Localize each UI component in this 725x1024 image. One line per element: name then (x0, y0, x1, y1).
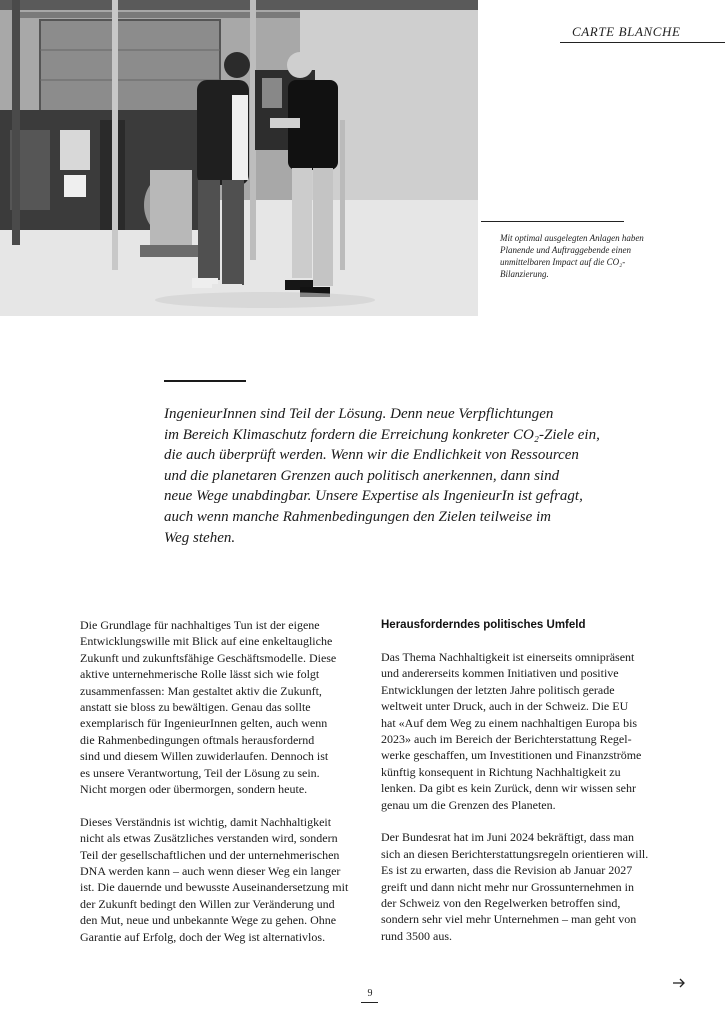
body-line: sind und diesem Willen zuwiderlaufen. Dennoch ist (80, 749, 329, 764)
body-line: hat «Auf dem Weg zu einem nachhaltigen Europa bis (381, 715, 638, 730)
body-line: DNA werden kann – auch wenn dieser Weg ein langer (80, 864, 341, 879)
body-line: exemplarisch für IngenieurInnen gelten, auch wenn (80, 716, 328, 731)
lead-line: im Bereich Klimaschutz fordern die Erreichung konkreter CO₂-Ziele ein, (164, 426, 600, 443)
body-line: Teil der gesellschaftlichen und der unternehmerischen (80, 847, 340, 862)
page-number-underline (361, 1002, 378, 1003)
section-heading: Herausforderndes politisches Umfeld (381, 619, 586, 631)
photo-caption: Mit optimal ausgelegten Anlagen haben Planende und Auftraggebende einen unmittelbaren Impact auf die CO₂-Bilanzierung. (500, 233, 644, 279)
body-line: ist. Die dauernde und bewusste Auseinandersetzung mit (80, 880, 349, 895)
section-label: CARTE BLANCHE (572, 24, 681, 39)
body-line: künftig konsequent in Richtung Nachhaltigkeit zu (381, 764, 621, 779)
body-line: anstatt sie bloss zu bewältigen. Genau das sollte (80, 700, 311, 715)
body-line: rund 3500 aus. (381, 928, 452, 943)
caption-divider (481, 221, 624, 222)
body-line: Das Thema Nachhaltigkeit ist einerseits omnipräsent (381, 650, 635, 664)
body-line: nicht als etwas Zusätzliches verstanden wird, sondern (80, 831, 338, 846)
body-line: Nicht morgen oder übermorgen, sondern heute. (80, 782, 308, 797)
body-line: aktive unternehmerische Rolle lässt sich wie folgt (80, 667, 320, 682)
lead-line: die auch überprüft werden. Wenn wir die Endlichkeit von Ressourcen (164, 447, 579, 464)
body-line: und andererseits kommen Initiativen und positive (381, 666, 619, 681)
body-line: Entwicklungen der letzten Jahre politisch gerade (381, 682, 615, 697)
lead-line: und die planetaren Grenzen auch politisch anerkennen, dann sind (164, 467, 560, 484)
lead-line: Weg stehen. (164, 529, 236, 546)
section-divider (560, 42, 725, 43)
body-line: sondern sehr viel mehr Unternehmen – man geht von (381, 912, 637, 927)
lead-line: IngenieurInnen sind Teil der Lösung. Denn neue Verpflichtungen (164, 406, 554, 422)
lead-paragraph (164, 404, 634, 548)
body-line: Garantie auf Erfolg, doch der Weg ist alternativlos. (80, 929, 326, 944)
arrow-right-icon[interactable] (672, 976, 686, 990)
body-line: weltweit unter Druck, auch in der Schweiz. Die EU (381, 699, 629, 714)
body-paragraph (80, 617, 365, 797)
body-line: der Zukunft bedingt den Willen zur Veränderung und (80, 896, 335, 911)
hero-photo (0, 0, 478, 316)
body-line: den Mut, neue und unbekannte Wege zu gehen. Ohne (80, 913, 337, 928)
lead-line: neue Wege unabdingbar. Unsere Expertise als IngenieurIn ist gefragt, (164, 488, 583, 505)
body-line: Es ist zu erwarten, dass die Revision ab Januar 2027 (381, 863, 633, 878)
body-line: die Rahmenbedingungen oftmals herausfordernd (80, 732, 315, 747)
right-column (381, 617, 666, 961)
body-line: Die Grundlage für nachhaltiges Tun ist der eigene (80, 618, 320, 632)
body-paragraph (80, 814, 365, 945)
body-line: der Schweiz von den Regelwerken betroffen sind, (381, 896, 621, 911)
body-line: Zukunft und zukunftsfähige Geschäftsmodelle. Diese (80, 650, 337, 665)
body-line: Dieses Verständnis ist wichtig, damit Nachhaltigkeit (80, 814, 332, 829)
body-line: werke geschaffen, um Investitionen und Finanzströme (381, 748, 642, 763)
body-line: lenken. Da gibt es kein Zurück, denn wir wissen sehr (381, 781, 636, 796)
lead-divider (164, 380, 246, 382)
body-line: zusammenfassen: Man gestaltet aktiv die Zukunft, (80, 683, 322, 698)
body-line: Der Bundesrat hat im Juni 2024 bekräftigt, dass man (381, 830, 634, 845)
left-column (80, 617, 365, 962)
body-line: es unsere Verantwortung, Teil der Lösung zu sein. (80, 765, 320, 780)
body-line: greift und dann nicht mehr nur Grossunternehmen in (381, 879, 634, 894)
body-line: 2023» auch im Bereich der Berichterstattung Regel- (381, 732, 632, 747)
body-line: Entwicklungswille mit Blick auf eine enkeltaugliche (80, 634, 333, 649)
lead-line: auch wenn manche Rahmenbedingungen den Zielen teilweise im (164, 508, 551, 525)
body-line: sich an diesen Berichterstattungsregeln orientieren will. (381, 846, 649, 861)
engineers-at-machine-illustration (0, 0, 478, 316)
body-paragraph (381, 829, 666, 944)
body-line: genau um die Grenzen des Planeten. (381, 797, 556, 812)
body-paragraph (381, 649, 666, 813)
page-number: 9 (367, 988, 373, 999)
